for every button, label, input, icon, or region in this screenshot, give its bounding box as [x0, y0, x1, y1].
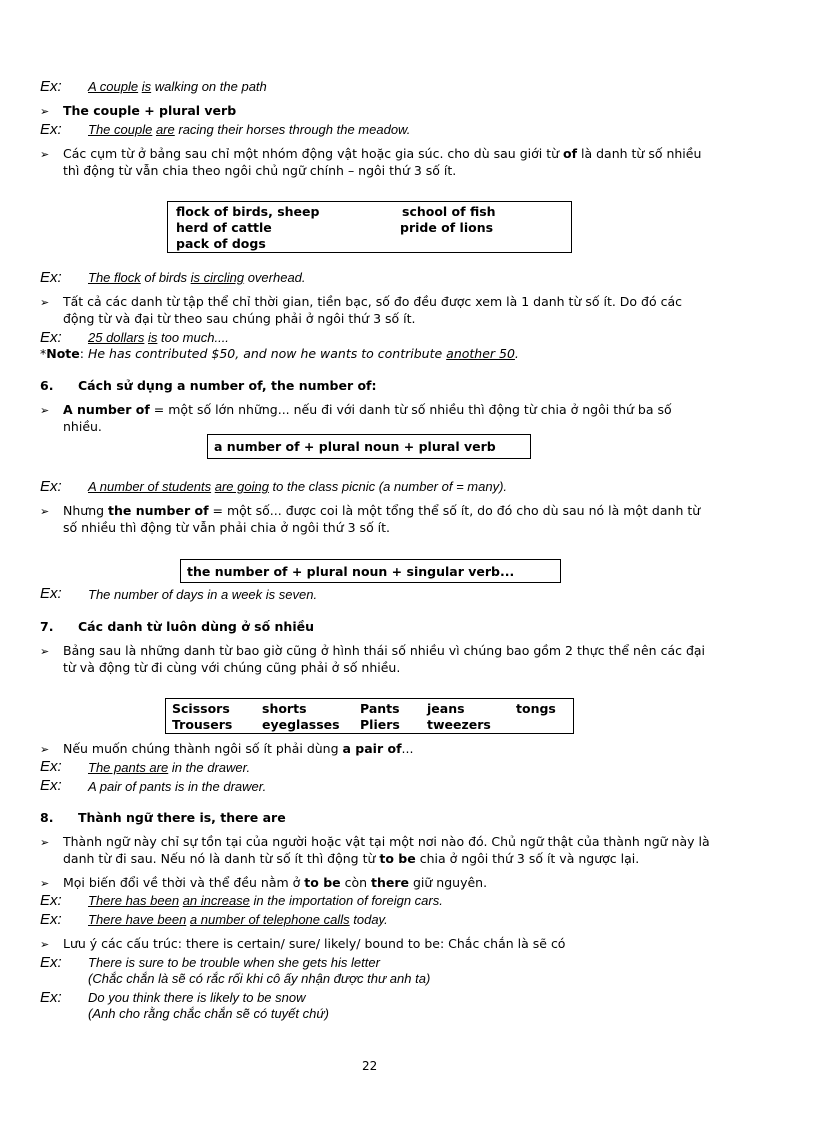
section-number: 7.	[40, 619, 54, 634]
table-cell: Trousers	[172, 717, 233, 732]
bold-text: to be	[379, 851, 416, 866]
text: còn	[340, 875, 372, 890]
text: Mọi biến đổi về thời và thể đều nằm ở	[63, 875, 305, 890]
bullet-icon: ➢	[40, 877, 50, 890]
formula-text: a number of + plural noun + plural verb	[214, 439, 496, 454]
example-label: Ex:	[40, 329, 62, 346]
example-rest: to the class picnic (a number of = many).	[268, 479, 508, 494]
example-rest: too much....	[157, 330, 229, 345]
table-cell: jeans	[427, 701, 465, 716]
paragraph-line	[63, 875, 487, 891]
example-rest: in the importation of foreign cars.	[249, 893, 443, 908]
bold-text: A number of	[63, 402, 150, 417]
example-sentence	[88, 270, 306, 286]
example-subject: There has been	[88, 893, 180, 908]
example-sentence	[88, 893, 443, 909]
text: là danh từ số nhiều	[577, 146, 702, 161]
section-title: Cách sử dụng a number of, the number of:	[78, 378, 377, 393]
bullet-icon: ➢	[40, 404, 50, 417]
paragraph-line: nhiều.	[63, 419, 102, 434]
note-star: *	[40, 346, 47, 361]
example-label: Ex:	[40, 121, 62, 138]
example-label: Ex:	[40, 585, 62, 602]
table-cell: eyeglasses	[262, 717, 340, 732]
text: chia ở ngôi thứ 3 số ít và ngược lại.	[415, 851, 640, 866]
text: danh từ đi sau. Nếu nó là danh từ số ít thì động từ	[63, 851, 380, 866]
note-label: Note	[46, 346, 80, 361]
text: = một số lớn những... nếu đi với danh từ số nhiều thì động từ chia ở ngôi thứ ba số	[149, 402, 672, 417]
formula-box	[207, 434, 531, 459]
bullet-icon: ➢	[40, 938, 50, 951]
text: ...	[401, 741, 414, 756]
page-number: 22	[362, 1059, 378, 1073]
bullet-icon: ➢	[40, 836, 50, 849]
note-colon: :	[79, 346, 84, 361]
example-rest: walking on the path	[151, 79, 267, 94]
paragraph-line	[63, 402, 672, 418]
example-object: an increase	[182, 893, 250, 908]
example-label: Ex:	[40, 892, 62, 909]
example-rest: racing their horses through the meadow.	[174, 122, 411, 137]
example-sentence	[88, 912, 388, 928]
bold-text: to be	[304, 875, 341, 890]
paragraph-line: Thành ngữ này chỉ sự tồn tại của người hoặc vật tại một nơi nào đó. Chủ ngữ thật của thành ngữ này là	[63, 834, 710, 849]
collective-nouns-table	[167, 201, 572, 253]
bold-text: a pair of	[342, 741, 402, 756]
table-cell: Pliers	[360, 717, 400, 732]
table-cell: tongs	[516, 701, 556, 716]
example-label: Ex:	[40, 989, 62, 1006]
formula-text: the number of + plural noun + singular verb...	[187, 564, 515, 579]
example-subject: There have been	[88, 912, 187, 927]
paragraph-line: Bảng sau là những danh từ bao giờ cũng ở hình thái số nhiều vì chúng bao gồm 2 thực thể nên các đại	[63, 643, 706, 658]
example-label: Ex:	[40, 954, 62, 971]
example-verb: is circling	[190, 270, 245, 285]
example-sentence: There is sure to be trouble when she gets his letter	[88, 955, 380, 970]
example-label: Ex:	[40, 78, 62, 95]
paragraph-line: Tất cả các danh từ tập thể chỉ thời gian, tiền bạc, số đo đều được xem là 1 danh từ số ít. Do đó các	[63, 294, 683, 309]
bold-text: there	[371, 875, 410, 890]
table-cell: flock of birds, sheep	[176, 204, 320, 219]
example-rest: today.	[349, 912, 388, 927]
note-text: He has contributed $50, and now he wants to contribute	[83, 346, 447, 361]
table-cell: herd of cattle	[176, 220, 272, 235]
example-subject: A couple	[88, 79, 139, 94]
paragraph-line: từ và động từ đi cùng với chúng cũng phải ở số nhiều.	[63, 660, 401, 675]
paragraph-line	[63, 146, 701, 162]
section-number: 8.	[40, 810, 54, 825]
example-verb: is	[141, 79, 152, 94]
paragraph-line	[63, 741, 413, 757]
example-rest: overhead.	[244, 270, 306, 285]
example-translation: (Anh cho rằng chắc chắn sẽ có tuyết chứ)	[88, 1006, 329, 1021]
example-label: Ex:	[40, 911, 62, 928]
bullet-icon: ➢	[40, 505, 50, 518]
example-sentence	[88, 122, 410, 138]
paragraph-line	[63, 503, 700, 519]
example-subject: The flock	[88, 270, 141, 285]
plural-nouns-table	[165, 698, 574, 734]
section-number: 6.	[40, 378, 54, 393]
text: = một số... được coi là một tổng thể số ít, do đó cho dù sau nó là một danh từ	[208, 503, 701, 518]
note-underlined: another 50	[446, 346, 515, 361]
example-translation: (Chắc chắn là sẽ có rắc rối khi cô ấy nhận được thư anh ta)	[88, 971, 431, 986]
example-label: Ex:	[40, 269, 62, 286]
table-cell: shorts	[262, 701, 307, 716]
note-end: .	[514, 346, 519, 361]
bold-text: of	[563, 146, 578, 161]
example-sentence	[88, 79, 267, 95]
text: Nhưng	[63, 503, 109, 518]
section-title: Thành ngữ there is, there are	[78, 810, 286, 825]
table-cell: pride of lions	[400, 220, 494, 235]
paragraph-line: động từ và đại từ theo sau chúng phải ở ngôi thứ 3 số ít.	[63, 311, 416, 326]
example-label: Ex:	[40, 478, 62, 495]
example-subject: The pants are	[88, 760, 169, 775]
paragraph-line: số nhiều thì động từ vẫn phải chia ở ngôi thứ 3 số ít.	[63, 520, 391, 535]
table-cell: pack of dogs	[176, 236, 266, 251]
paragraph-line: Lưu ý các cấu trúc: there is certain/ sure/ likely/ bound to be: Chắc chắn là sẽ có	[63, 936, 566, 951]
table-cell: tweezers	[427, 717, 491, 732]
table-cell: school of fish	[402, 204, 496, 219]
example-label: Ex:	[40, 758, 62, 775]
table-cell: Pants	[360, 701, 400, 716]
example-subject: The couple	[88, 122, 153, 137]
paragraph-line	[63, 851, 639, 867]
example-subject: A number of students	[88, 479, 212, 494]
example-sentence	[88, 479, 507, 495]
bullet-icon: ➢	[40, 743, 50, 756]
example-sentence: Do you think there is likely to be snow	[88, 990, 306, 1005]
bullet-icon: ➢	[40, 296, 50, 309]
example-verb: are	[155, 122, 175, 137]
formula-box	[180, 559, 561, 583]
example-sentence	[88, 330, 229, 346]
example-text: of birds	[140, 270, 191, 285]
rule-heading: The couple + plural verb	[63, 103, 237, 118]
example-object: a number of telephone calls	[189, 912, 350, 927]
note-line	[40, 346, 519, 362]
table-cell: Scissors	[172, 701, 230, 716]
example-verb: are going	[214, 479, 269, 494]
bullet-icon: ➢	[40, 105, 50, 118]
text: giữ nguyên.	[409, 875, 488, 890]
example-sentence: The number of days in a week is seven.	[88, 587, 318, 602]
example-sentence	[88, 760, 250, 776]
example-subject: 25 dollars	[88, 330, 145, 345]
bullet-icon: ➢	[40, 645, 50, 658]
paragraph-line: thì động từ vẫn chia theo ngôi chủ ngữ chính – ngôi thứ 3 số ít.	[63, 163, 457, 178]
bullet-icon: ➢	[40, 148, 50, 161]
text: Nếu muốn chúng thành ngôi số ít phải dùng	[63, 741, 343, 756]
example-label: Ex:	[40, 777, 62, 794]
section-title: Các danh từ luôn dùng ở số nhiều	[78, 619, 314, 634]
example-rest: in the drawer.	[168, 760, 251, 775]
bold-text: the number of	[108, 503, 209, 518]
example-sentence: A pair of pants is in the drawer.	[88, 779, 267, 794]
example-verb: is	[148, 330, 158, 345]
text: Các cụm từ ở bảng sau chỉ một nhóm động vật hoặc gia súc. cho dù sau giới từ	[63, 146, 563, 161]
